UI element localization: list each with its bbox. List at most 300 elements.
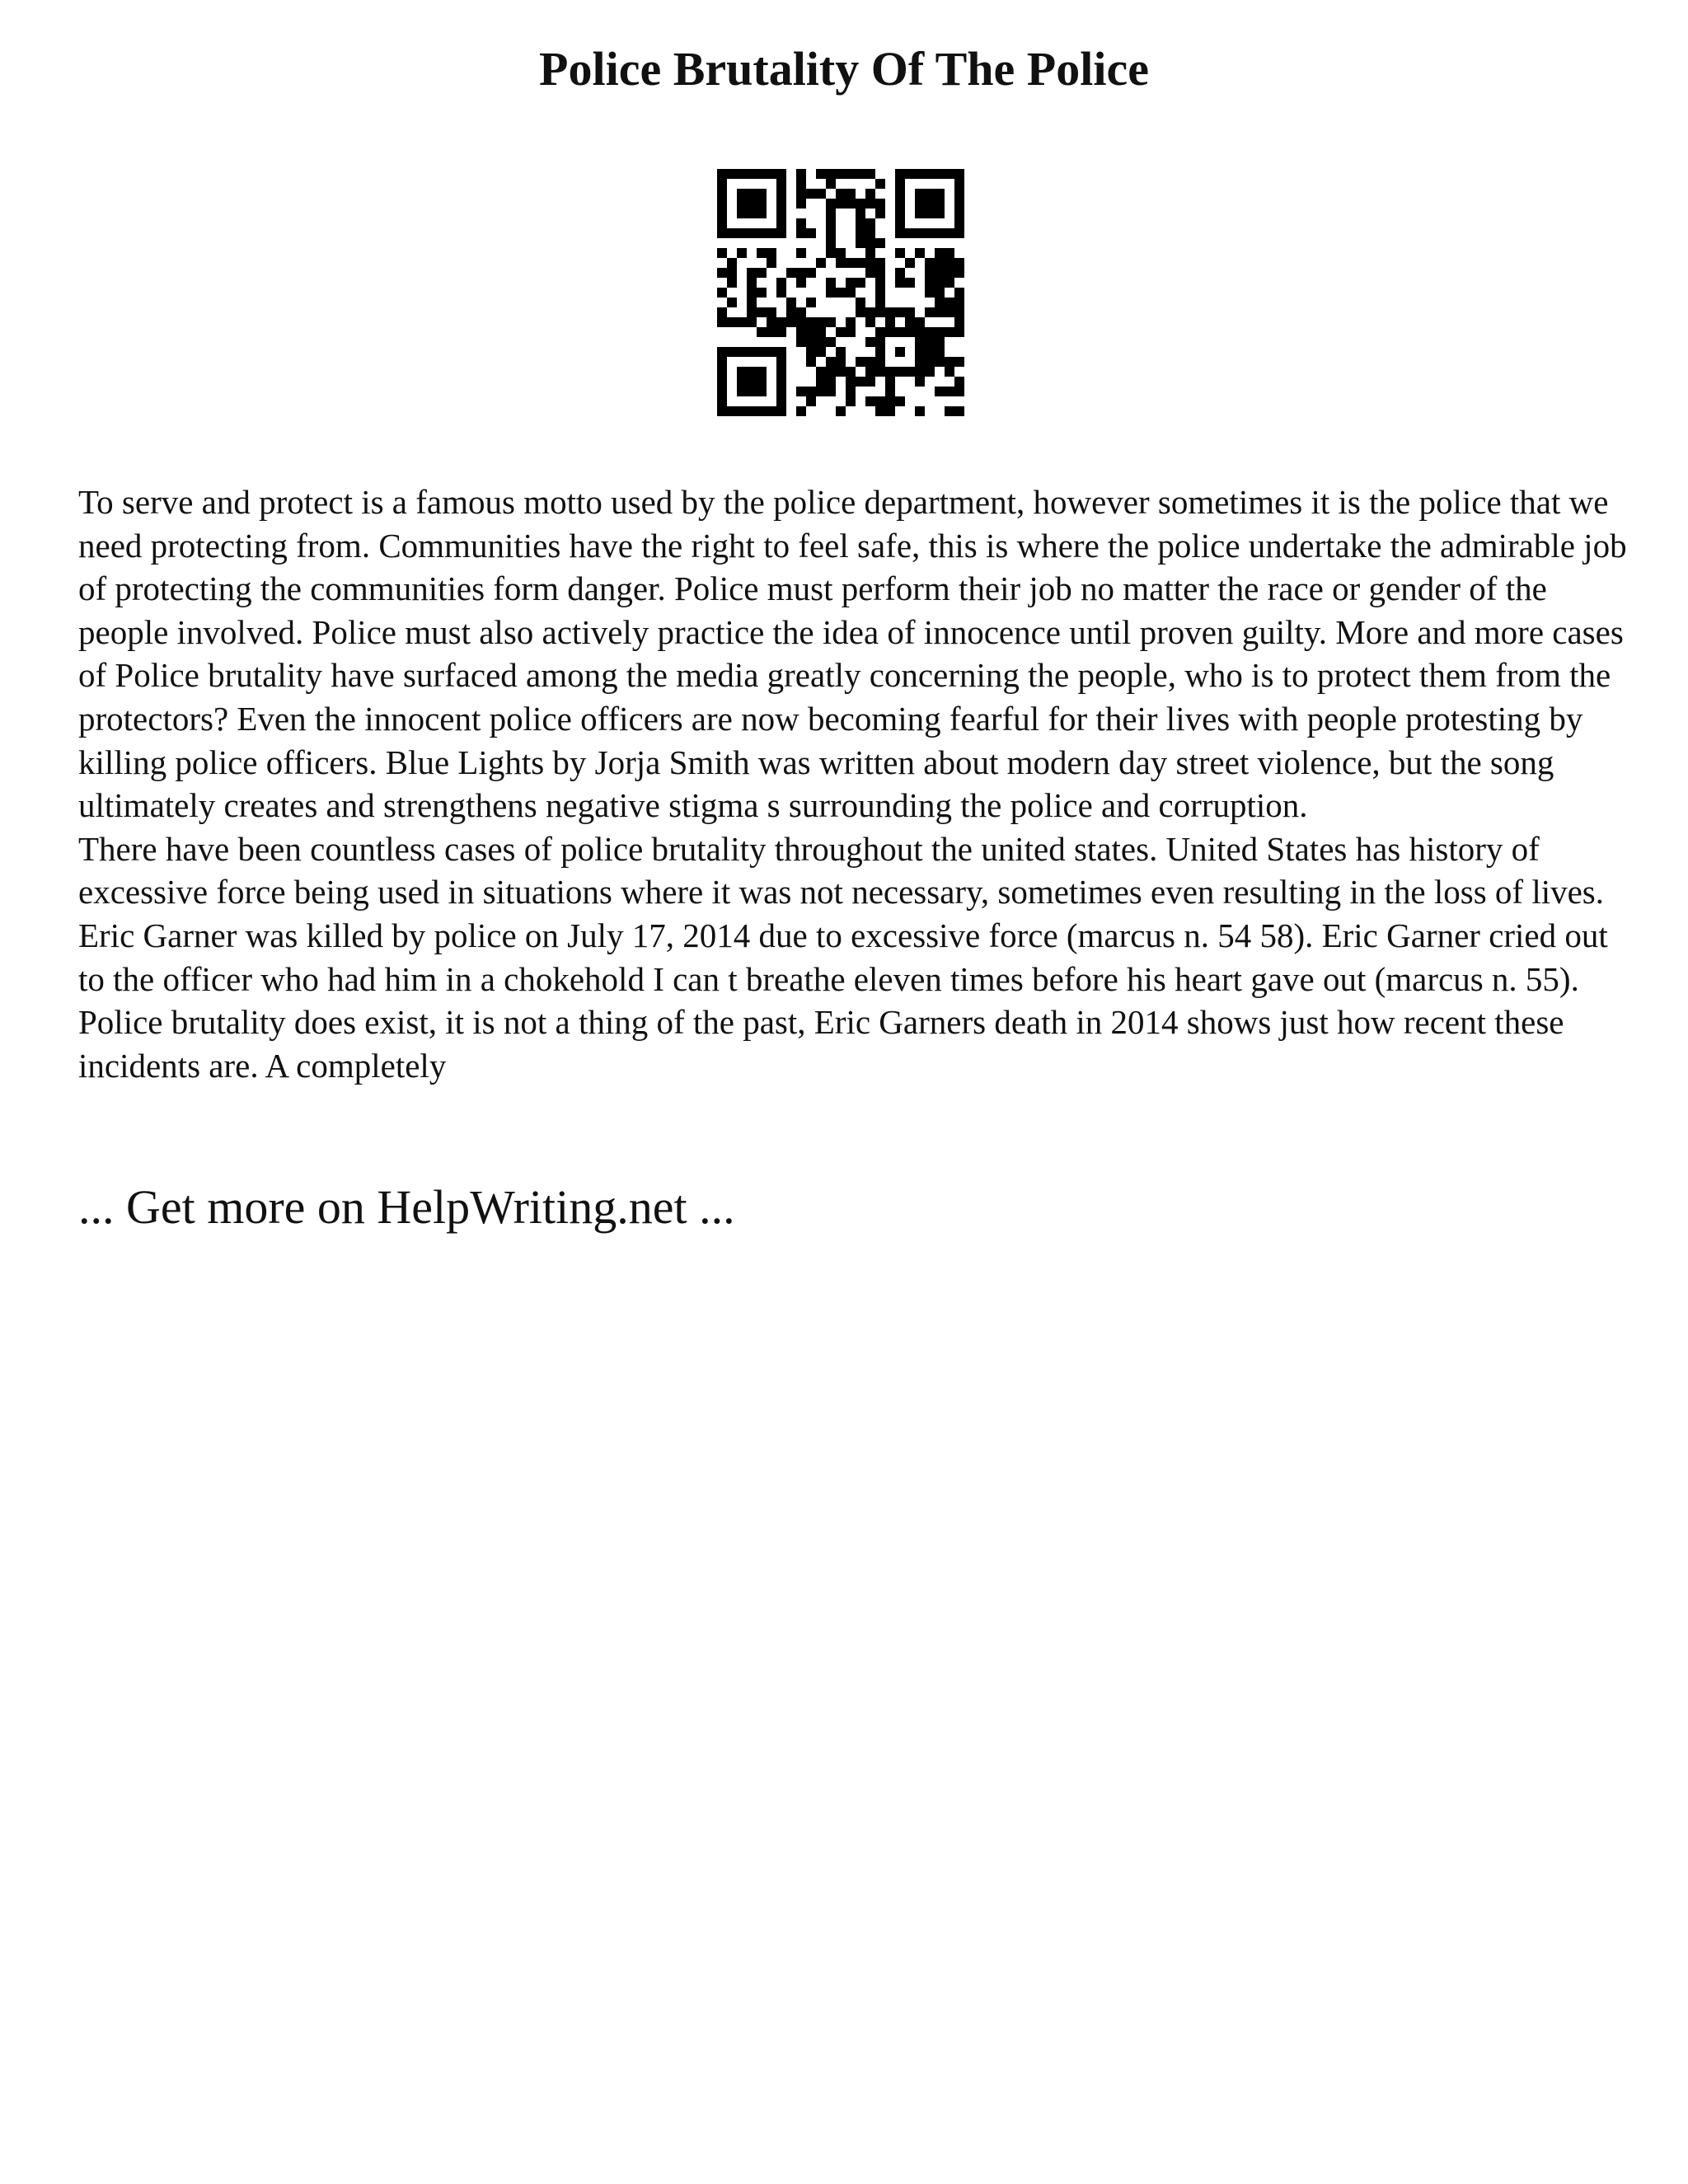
qr-module <box>816 327 826 337</box>
qr-module <box>747 406 757 416</box>
qr-module <box>717 307 727 317</box>
qr-module <box>905 169 915 179</box>
qr-module <box>905 258 915 268</box>
qr-module <box>875 307 885 317</box>
qr-module <box>816 377 826 387</box>
qr-module <box>954 357 964 367</box>
qr-module <box>826 248 836 258</box>
qr-module <box>806 396 816 406</box>
qr-module <box>846 387 856 396</box>
qr-module <box>776 209 786 218</box>
qr-module <box>846 317 856 327</box>
qr-module <box>727 169 737 179</box>
qr-module <box>856 209 865 218</box>
qr-module <box>895 347 905 357</box>
qr-module <box>717 209 727 218</box>
qr-module <box>796 406 806 416</box>
qr-module <box>935 298 945 307</box>
qr-module <box>796 218 806 228</box>
qr-module <box>856 238 865 248</box>
qr-module <box>846 278 856 288</box>
qr-module <box>915 327 925 337</box>
qr-module <box>747 317 757 327</box>
qr-module <box>767 317 776 327</box>
qr-module <box>856 218 865 228</box>
qr-module <box>875 278 885 288</box>
qr-module <box>796 199 806 209</box>
qr-module <box>915 317 925 327</box>
qr-module <box>757 347 767 357</box>
qr-module <box>895 218 905 228</box>
qr-module <box>717 377 727 387</box>
qr-module <box>747 199 757 209</box>
qr-module <box>935 307 945 317</box>
qr-module <box>757 406 767 416</box>
qr-module <box>757 209 767 218</box>
qr-module <box>786 268 796 278</box>
qr-module <box>836 327 846 337</box>
qr-module <box>945 298 954 307</box>
article-body <box>78 480 1628 1087</box>
qr-module <box>836 189 846 199</box>
qr-module <box>945 327 954 337</box>
qr-module <box>875 288 885 298</box>
qr-module <box>945 248 954 258</box>
qr-module <box>875 238 885 248</box>
qr-module <box>776 357 786 367</box>
qr-module <box>925 347 935 357</box>
qr-module <box>865 307 875 317</box>
qr-module <box>846 258 856 268</box>
qr-module <box>796 317 806 327</box>
qr-module <box>925 268 935 278</box>
qr-module <box>796 327 806 337</box>
qr-module <box>915 347 925 357</box>
qr-module <box>865 189 875 199</box>
qr-module <box>816 258 826 268</box>
qr-module <box>846 377 856 387</box>
qr-module <box>875 396 885 406</box>
qr-module <box>767 347 776 357</box>
qr-module <box>954 258 964 268</box>
qr-module <box>875 406 885 416</box>
qr-module <box>717 317 727 327</box>
qr-module <box>935 189 945 199</box>
qr-module <box>826 169 836 179</box>
qr-module <box>865 238 875 248</box>
qr-module <box>796 248 806 258</box>
qr-module <box>806 228 816 238</box>
qr-module <box>945 268 954 278</box>
qr-module <box>776 406 786 416</box>
qr-module <box>925 357 935 367</box>
qr-module <box>945 387 954 396</box>
qr-module <box>747 189 757 199</box>
qr-module <box>935 347 945 357</box>
qr-module <box>727 317 737 327</box>
qr-module <box>865 169 875 179</box>
qr-module <box>945 357 954 367</box>
qr-module <box>806 337 816 347</box>
qr-module <box>885 307 895 317</box>
qr-module <box>836 199 846 209</box>
paragraph-1: To serve and protect is a famous motto used by the police department, however sometimes it is the police that we need protecting from. Communities have the right to feel safe, this is where the police undertake the admirable job of protecting the communities form danger. Police must perform their job no matter the race or gender of the people involved. Police must also actively practice the idea of innocence until proven guilty. More and more cases of Police brutality have surfaced among the media greatly concerning the people, who is to protect them from the protectors? Even the innocent police officers are now becoming fearful for their lives with people protesting by killing police officers. Blue Lights by Jorja Smith was written about modern day street violence, but the song ultimately creates and strengthens negative stigma s surrounding the police and corruption. <box>78 483 1627 825</box>
qr-module <box>767 228 776 238</box>
qr-module <box>747 288 757 298</box>
qr-module <box>856 357 865 367</box>
qr-module <box>727 258 737 268</box>
qr-module <box>717 347 727 357</box>
qr-module <box>895 396 905 406</box>
qr-module <box>925 337 935 347</box>
qr-module <box>796 307 806 317</box>
qr-module <box>717 218 727 228</box>
qr-module <box>945 278 954 288</box>
qr-module <box>836 258 846 268</box>
qr-module <box>806 317 816 327</box>
qr-module <box>954 268 964 278</box>
qr-module <box>747 307 757 317</box>
qr-module <box>826 209 836 218</box>
qr-module <box>806 357 816 367</box>
qr-module <box>806 387 816 396</box>
qr-module <box>747 169 757 179</box>
qr-module <box>836 357 846 367</box>
qr-module <box>846 189 856 199</box>
qr-module <box>915 377 925 387</box>
qr-module <box>865 248 875 258</box>
qr-module <box>915 406 925 416</box>
qr-module <box>846 169 856 179</box>
qr-module <box>816 387 826 396</box>
qr-module <box>747 367 757 377</box>
qr-module <box>816 337 826 347</box>
qr-module <box>816 317 826 327</box>
qr-module <box>836 406 846 416</box>
qr-module <box>885 387 895 396</box>
qr-module <box>925 169 935 179</box>
qr-module <box>885 367 895 377</box>
qr-module <box>747 209 757 218</box>
qr-module <box>875 357 885 367</box>
qr-module <box>806 268 816 278</box>
qr-module <box>796 228 806 238</box>
qr-module <box>885 327 895 337</box>
qr-module <box>915 169 925 179</box>
qr-module <box>954 387 964 396</box>
qr-module <box>747 268 757 278</box>
qr-module <box>954 179 964 189</box>
qr-module <box>767 307 776 317</box>
qr-module <box>895 209 905 218</box>
qr-module <box>954 288 964 298</box>
qr-module <box>895 169 905 179</box>
qr-module <box>757 189 767 199</box>
qr-module <box>796 337 806 347</box>
qr-module <box>954 228 964 238</box>
qr-module <box>945 406 954 416</box>
qr-module <box>776 218 786 228</box>
qr-module <box>757 199 767 209</box>
qr-module <box>875 179 885 189</box>
qr-module <box>737 169 747 179</box>
qr-module <box>945 367 954 377</box>
qr-module <box>757 387 767 396</box>
qr-module <box>737 199 747 209</box>
qr-module <box>767 169 776 179</box>
qr-module <box>747 278 757 288</box>
qr-module <box>737 317 747 327</box>
qr-module <box>816 347 826 357</box>
qr-module <box>796 278 806 288</box>
qr-module <box>935 199 945 209</box>
qr-module <box>776 228 786 238</box>
qr-module <box>767 248 776 258</box>
qr-module <box>826 367 836 377</box>
qr-module <box>717 357 727 367</box>
qr-module <box>836 367 846 377</box>
qr-module <box>757 327 767 337</box>
qr-module <box>865 268 875 278</box>
qr-module <box>717 387 727 396</box>
qr-module <box>727 298 737 307</box>
qr-module <box>776 288 786 298</box>
qr-module <box>737 387 747 396</box>
qr-module <box>875 209 885 218</box>
qr-module <box>806 189 816 199</box>
qr-module <box>796 268 806 278</box>
qr-module <box>875 367 885 377</box>
qr-module <box>895 268 905 278</box>
qr-module <box>935 357 945 367</box>
qr-module <box>806 327 816 337</box>
qr-module <box>905 327 915 337</box>
qr-module <box>905 367 915 377</box>
qr-module <box>905 317 915 327</box>
qr-module <box>895 248 905 258</box>
qr-module <box>826 337 836 347</box>
qr-module <box>945 169 954 179</box>
qr-module <box>757 377 767 387</box>
qr-module <box>865 317 875 327</box>
qr-module <box>954 298 964 307</box>
qr-module <box>846 367 856 377</box>
qr-module <box>836 288 846 298</box>
qr-module <box>747 228 757 238</box>
qr-module <box>836 248 846 258</box>
qr-module <box>925 209 935 218</box>
qr-module <box>856 278 865 288</box>
qr-module <box>935 288 945 298</box>
qr-module <box>747 298 757 307</box>
qr-module <box>727 278 737 288</box>
qr-code-graphic <box>717 169 964 416</box>
qr-module <box>776 169 786 179</box>
qr-module <box>935 169 945 179</box>
qr-module <box>826 377 836 387</box>
qr-module <box>865 377 875 387</box>
qr-module <box>925 258 935 268</box>
qr-module <box>757 228 767 238</box>
qr-module <box>945 228 954 238</box>
qr-module <box>836 169 846 179</box>
qr-module <box>826 278 836 288</box>
qr-module <box>856 377 865 387</box>
qr-module <box>865 396 875 406</box>
qr-module <box>954 307 964 317</box>
qr-module <box>737 209 747 218</box>
qr-module <box>826 387 836 396</box>
qr-module <box>954 189 964 199</box>
qr-module <box>717 179 727 189</box>
qr-module <box>925 307 935 317</box>
qr-module <box>737 377 747 387</box>
qr-module <box>935 258 945 268</box>
qr-module <box>846 396 856 406</box>
qr-module <box>925 228 935 238</box>
qr-module <box>776 317 786 327</box>
qr-module <box>935 387 945 396</box>
qr-module <box>954 218 964 228</box>
qr-module <box>885 317 895 327</box>
qr-module <box>776 347 786 357</box>
qr-module <box>856 199 865 209</box>
qr-module <box>935 327 945 337</box>
qr-module <box>856 228 865 238</box>
qr-module <box>806 347 816 357</box>
qr-module <box>925 327 935 337</box>
qr-module <box>776 199 786 209</box>
qr-module <box>826 228 836 238</box>
qr-module <box>757 169 767 179</box>
qr-module <box>885 396 895 406</box>
qr-module <box>925 278 935 288</box>
qr-module <box>925 199 935 209</box>
qr-module <box>895 307 905 317</box>
qr-module <box>875 298 885 307</box>
qr-module <box>865 367 875 377</box>
qr-module <box>935 278 945 288</box>
qr-module <box>767 406 776 416</box>
qr-module <box>905 228 915 238</box>
qr-module <box>776 327 786 337</box>
qr-module <box>776 387 786 396</box>
qr-module <box>806 298 816 307</box>
qr-module <box>747 377 757 387</box>
qr-module <box>915 199 925 209</box>
qr-module <box>826 179 836 189</box>
qr-module <box>737 406 747 416</box>
qr-module <box>905 278 915 288</box>
qr-module <box>954 377 964 387</box>
qr-module <box>776 179 786 189</box>
qr-module <box>717 406 727 416</box>
qr-module <box>717 169 727 179</box>
qr-module <box>875 347 885 357</box>
qr-module <box>727 347 737 357</box>
qr-module <box>776 367 786 377</box>
qr-module <box>757 268 767 278</box>
qr-module <box>954 169 964 179</box>
qr-module <box>826 199 836 209</box>
qr-module <box>776 377 786 387</box>
qr-module <box>727 228 737 238</box>
qr-module <box>895 179 905 189</box>
qr-module <box>935 337 945 347</box>
qr-module <box>816 367 826 377</box>
qr-module <box>846 288 856 298</box>
qr-module <box>717 189 727 199</box>
get-more-link[interactable]: ... Get more on HelpWriting.net ... <box>78 1180 735 1234</box>
qr-module <box>767 258 776 268</box>
qr-module <box>925 288 935 298</box>
qr-module <box>776 396 786 406</box>
qr-module <box>935 248 945 258</box>
qr-module <box>865 218 875 228</box>
qr-module <box>776 189 786 199</box>
qr-module <box>895 189 905 199</box>
qr-module <box>826 218 836 228</box>
qr-module <box>945 307 954 317</box>
qr-module <box>737 347 747 357</box>
qr-module <box>856 307 865 317</box>
qr-module <box>737 189 747 199</box>
qr-module <box>865 258 875 268</box>
qr-module <box>717 248 727 258</box>
qr-module <box>885 377 895 387</box>
qr-module <box>935 228 945 238</box>
qr-module <box>757 288 767 298</box>
qr-module <box>717 199 727 209</box>
page-title: Police Brutality Of The Police <box>539 42 1149 96</box>
qr-module <box>875 268 885 278</box>
qr-module <box>945 258 954 268</box>
qr-module <box>935 268 945 278</box>
qr-module <box>865 357 875 367</box>
qr-module <box>826 357 836 367</box>
qr-module <box>856 298 865 307</box>
qr-module <box>875 337 885 347</box>
qr-module <box>757 248 767 258</box>
qr-module <box>895 367 905 377</box>
qr-module <box>954 406 964 416</box>
qr-module <box>836 347 846 357</box>
qr-module <box>717 228 727 238</box>
qr-module <box>826 317 836 327</box>
qr-code-icon <box>717 169 964 416</box>
qr-module <box>786 298 796 307</box>
qr-module <box>727 406 737 416</box>
qr-module <box>905 307 915 317</box>
qr-module <box>737 367 747 377</box>
qr-module <box>846 199 856 209</box>
qr-module <box>737 248 747 258</box>
qr-module <box>856 258 865 268</box>
qr-module <box>826 288 836 298</box>
qr-module <box>796 179 806 189</box>
qr-module <box>895 228 905 238</box>
qr-module <box>925 189 935 199</box>
qr-module <box>757 367 767 377</box>
qr-module <box>895 327 905 337</box>
qr-module <box>767 327 776 337</box>
qr-module <box>796 189 806 199</box>
qr-module <box>915 209 925 218</box>
qr-module <box>796 169 806 179</box>
qr-module <box>895 278 905 288</box>
qr-module <box>915 357 925 367</box>
qr-module <box>816 169 826 179</box>
